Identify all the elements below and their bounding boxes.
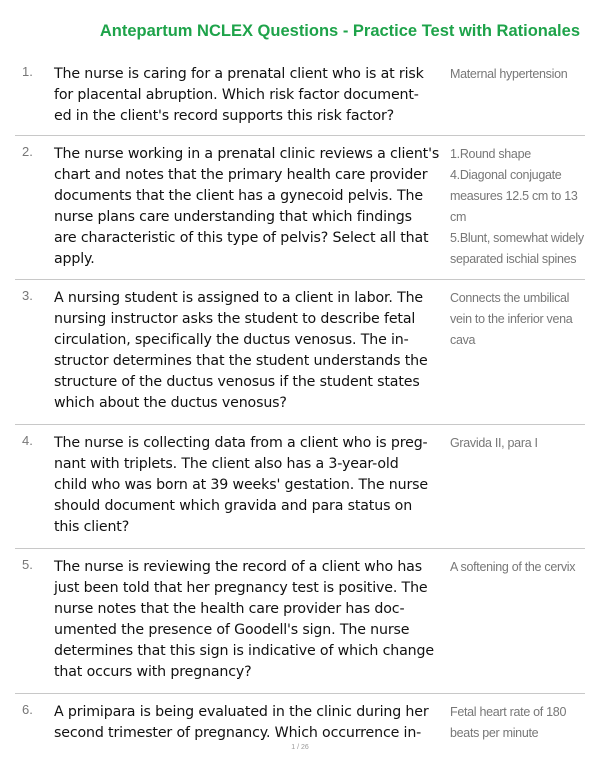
- question-text-line: for placental abruption. Which risk factor document-: [54, 87, 419, 103]
- question-text-line: structor determines that the student understands the: [54, 353, 428, 369]
- question-row: [15, 694, 585, 744]
- answer-text-line: Gravida II, para I: [450, 436, 538, 450]
- question-text-line: that occurs with pregnancy?: [54, 664, 252, 680]
- answer-text-line: cava: [450, 333, 476, 347]
- question-row: [15, 136, 585, 280]
- question-text-line: ed in the client's record supports this risk factor?: [54, 108, 395, 124]
- answer-text: [450, 702, 585, 744]
- answer-text-line: Maternal hypertension: [450, 67, 568, 81]
- question-number: 4.: [22, 433, 33, 448]
- answer-text-line: cm: [450, 210, 467, 224]
- answer-text-line: Connects the umbilical: [450, 291, 570, 305]
- question-number: 5.: [22, 557, 33, 572]
- question-text-line: The nurse working in a prenatal clinic reviews a client's: [54, 146, 440, 162]
- answer-text: [450, 557, 585, 578]
- question-number: 2.: [22, 144, 33, 159]
- question-text-line: The nurse is collecting data from a client who is preg-: [54, 435, 428, 451]
- answer-text-line: beats per minute: [450, 726, 539, 740]
- question-text: [54, 557, 444, 683]
- question-text-line: chart and notes that the primary health care provider: [54, 167, 428, 183]
- question-text-line: should document which gravida and para status on: [54, 498, 413, 514]
- question-text-line: nurse plans care understanding that which findings: [54, 209, 412, 225]
- question-text-line: A primipara is being evaluated in the clinic during her: [54, 704, 429, 720]
- question-text-line: determines that this sign is indicative of which change: [54, 643, 434, 659]
- question-text: [54, 288, 444, 414]
- question-number: 6.: [22, 702, 33, 717]
- question-text-line: this client?: [54, 519, 130, 535]
- question-row: [15, 280, 585, 425]
- answer-text-line: Fetal heart rate of 180: [450, 705, 567, 719]
- question-text-line: umented the presence of Goodell's sign. The nurse: [54, 622, 410, 638]
- question-text: [54, 144, 444, 270]
- question-text-line: circulation, specifically the ductus venosus. The in-: [54, 332, 409, 348]
- question-text-line: nant with triplets. The client also has a 3-year-old: [54, 456, 399, 472]
- question-text-line: apply.: [54, 251, 95, 267]
- answer-text-line: 1.Round shape: [450, 147, 531, 161]
- question-row: [15, 425, 585, 549]
- question-text: [54, 433, 444, 538]
- question-list: [0, 58, 600, 744]
- question-text-line: second trimester of pregnancy. Which occurrence in-: [54, 725, 422, 741]
- question-row: [15, 549, 585, 694]
- question-number: 1.: [22, 64, 33, 79]
- answer-text-line: 4.Diagonal conjugate: [450, 168, 562, 182]
- question-text-line: child who was born at 39 weeks' gestation. The nurse: [54, 477, 428, 493]
- answer-text: [450, 144, 585, 270]
- answer-text-line: A softening of the cervix: [450, 560, 576, 574]
- question-text: [54, 702, 444, 744]
- question-text-line: are characteristic of this type of pelvis? Select all that: [54, 230, 429, 246]
- answer-text-line: vein to the inferior vena: [450, 312, 573, 326]
- answer-text-line: 5.Blunt, somewhat widely: [450, 231, 584, 245]
- question-row: [15, 58, 585, 136]
- question-text-line: documents that the client has a gynecoid pelvis. The: [54, 188, 423, 204]
- page-title: Antepartum NCLEX Questions - Practice Test with Rationales: [99, 22, 580, 40]
- answer-text: [450, 288, 585, 351]
- page-number: 1 / 26: [291, 744, 309, 751]
- answer-text: [450, 433, 585, 454]
- question-text: [54, 64, 444, 127]
- answer-text-line: measures 12.5 cm to 13: [450, 189, 578, 203]
- question-text-line: nursing instructor asks the student to describe fetal: [54, 311, 416, 327]
- question-number: 3.: [22, 288, 33, 303]
- question-text-line: which about the ductus venosus?: [54, 395, 287, 411]
- question-text-line: The nurse is reviewing the record of a client who has: [54, 559, 422, 575]
- question-text-line: just been told that her pregnancy test is positive. The: [54, 580, 428, 596]
- question-text-line: A nursing student is assigned to a client in labor. The: [54, 290, 424, 306]
- answer-text-line: separated ischial spines: [450, 252, 577, 266]
- answer-text: [450, 64, 585, 85]
- question-text-line: nurse notes that the health care provider has doc-: [54, 601, 405, 617]
- question-text-line: The nurse is caring for a prenatal client who is at risk: [54, 66, 424, 82]
- question-text-line: structure of the ductus venosus if the student states: [54, 374, 420, 390]
